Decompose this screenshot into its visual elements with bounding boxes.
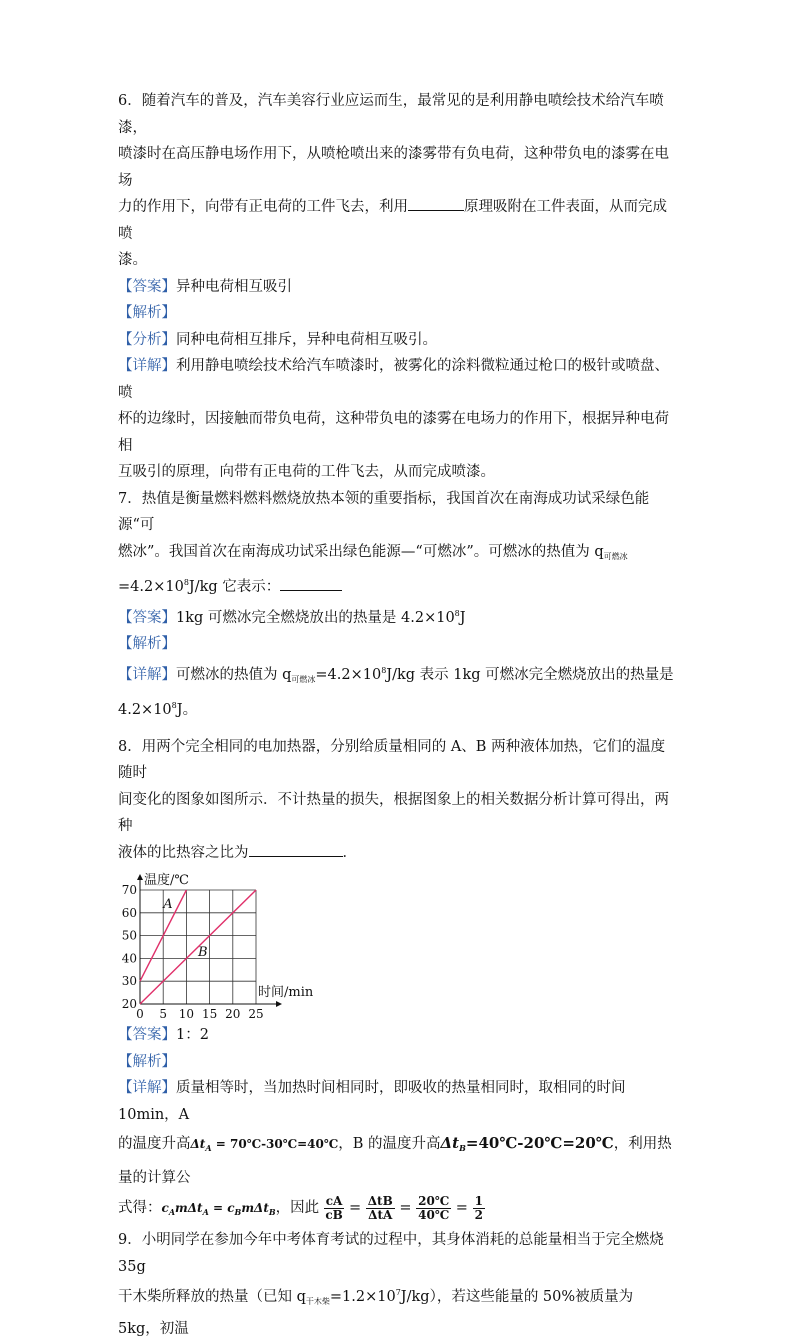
series-label-A: A bbox=[163, 897, 173, 913]
x-tick-label: 15 bbox=[201, 1007, 218, 1020]
q7-stem-line3: $=4.2\times 10^8J/kg$ 它表示： bbox=[118, 570, 678, 601]
q8-answer: 【答案】1：2 bbox=[118, 1027, 209, 1043]
q8-stem-line1: 8．用两个完全相同的电加热器，分别给质量相同的 A、B 两种液体加热，它们的温度随时 bbox=[118, 738, 666, 781]
q6-detail-line1: 【详解】利用静电喷绘技术给汽车喷漆时，被雾化的涂料微粒通过枪口的极针或喷盘、喷 bbox=[118, 358, 669, 401]
chart-svg bbox=[118, 872, 318, 1020]
answer-blank bbox=[408, 194, 464, 211]
y-axis-arrow bbox=[137, 874, 143, 880]
x-tick-label: 10 bbox=[178, 1007, 195, 1020]
q7-analysis-tag: 【解析】 bbox=[118, 636, 176, 652]
y-tick-label: 20 bbox=[121, 997, 137, 1011]
y-tick-label: 50 bbox=[121, 928, 137, 943]
q8-detail-line3: 式得：$c_Am\Delta t_A = c_Bm\Delta t_B$，因此 $\frac{cA}{cB}$ = $\frac{\text{ΔtB}}{\text{ΔtA}}$ = $\frac{20℃}{40℃}$ = $\frac{1}{2}$ bbox=[118, 1193, 483, 1222]
x-tick-label: 20 bbox=[225, 1007, 241, 1020]
answer-blank bbox=[249, 840, 343, 857]
y-tick-label: 40 bbox=[121, 951, 137, 966]
formula-heat-equation: $c_Am\Delta t_A = c_Bm\Delta t_B$ bbox=[161, 1201, 276, 1217]
q6-detail-line3: 互吸引的原理，向带有正电荷的工件飞去，从而完成喷漆。 bbox=[118, 464, 495, 480]
q8-analysis-tag: 【解析】 bbox=[118, 1053, 176, 1070]
q6-stem-line2: 喷漆时在高压静电场作用下，从喷枪喷出来的漆雾带有负电荷，这种带负电的漆雾在电场 bbox=[118, 146, 669, 189]
q6-stem-line3: 力的作用下，向带有正电荷的工件飞去，利用 原理吸附在工件表面，从而完成喷 bbox=[118, 194, 678, 247]
y-tick-label: 70 bbox=[121, 883, 137, 897]
series-label-B: B bbox=[198, 945, 208, 961]
q6-detail-line2: 杯的边缘时，因接触而带负电荷，这种带负电的漆雾在电场力的作用下，根据异种电荷相 bbox=[118, 411, 669, 454]
q7-stem-line1: 7．热值是衡量燃料燃料燃烧放热本领的重要指标，我国首次在南海成功试采绿色能源“可 bbox=[118, 490, 650, 533]
q7-detail-line1: 【详解】可燃冰的热值为 $q_{可燃冰}=4.2\times 10^8J/kg$ 表示 1kg 可燃冰完全燃烧放出的热量是 bbox=[118, 665, 674, 684]
ratio-fraction-result: $\frac{1}{2}$ bbox=[474, 1193, 483, 1222]
q8-detail-line1: 【详解】质量相等时，当加热时间相同时，即吸收的热量相同时，取相同的时间 10min，A bbox=[118, 1080, 626, 1123]
q6-answer: 【答案】异种电荷相互吸引 bbox=[118, 278, 292, 295]
ratio-fraction-values: $\frac{20℃}{40℃}$ bbox=[418, 1193, 450, 1222]
x-tick-label: 5 bbox=[159, 1007, 168, 1020]
q8-stem-line3: 液体的比热容之比为 ． bbox=[118, 840, 678, 867]
y-tick-label: 30 bbox=[121, 974, 137, 989]
formula-delta-ta: $\Delta t_A$ = 70℃-30℃=40℃ bbox=[190, 1137, 339, 1153]
q8-detail-line2: 的温度升高$\Delta t_A$ = 70℃-30℃=40℃，B 的温度升高$\Delta t_B=40℃-20℃=20℃$，利用热量的计算公 bbox=[118, 1134, 672, 1186]
answer-blank bbox=[280, 574, 342, 591]
q6-analysis-tag: 【解析】 bbox=[118, 305, 176, 321]
answer-tag: 【答案】 bbox=[118, 278, 176, 295]
x-axis-arrow bbox=[276, 1001, 282, 1007]
q7-stem-line2: 燃冰”。我国首次在南海成功试采出绿色能源—“可燃冰”。可燃冰的热值为 $q_{可燃冰}$ bbox=[118, 543, 628, 561]
x-tick-label: 0 bbox=[136, 1007, 144, 1020]
temperature-time-chart bbox=[118, 872, 318, 1020]
q7-detail-line2: $4.2\times 10^8J$。 bbox=[118, 701, 198, 718]
ratio-fraction-dt: $\frac{\text{ΔtB}}{\text{ΔtA}}$ bbox=[367, 1193, 393, 1222]
q9-stem-line2: 干木柴所释放的热量（已知 $q_{干木柴}=1.2\times 10^7J/kg$），若这些能量的 50%被质量为 5kg，初温 bbox=[118, 1288, 634, 1337]
y-tick-label: 60 bbox=[121, 905, 137, 920]
x-axis-label: 时间/min bbox=[258, 985, 314, 1000]
q9-stem-line1: 9．小明同学在参加今年中考体育考试的过程中，其身体消耗的总能量相当于完全燃烧 35g bbox=[118, 1232, 664, 1275]
q6-stem-line4: 漆。 bbox=[118, 252, 147, 268]
q6-fenxi: 【分析】同种电荷相互排斥，异种电荷相互吸引。 bbox=[118, 331, 437, 348]
x-tick-label: 25 bbox=[248, 1007, 264, 1020]
q6-stem-line1: 6．随着汽车的普及，汽车美容行业应运而生，最常见的是利用静电喷绘技术给汽车喷漆， bbox=[118, 93, 664, 136]
formula-delta-tb: $\Delta t_B=40℃-20℃=20℃$ bbox=[440, 1134, 614, 1153]
ratio-fraction-c: $\frac{cA}{cB}$ bbox=[325, 1193, 343, 1222]
q7-answer: 【答案】1kg 可燃冰完全燃烧放出的热量是 $4.2\times 10^8J$ bbox=[118, 608, 466, 626]
y-axis-label: 温度/℃ bbox=[144, 873, 189, 888]
document-page bbox=[118, 88, 678, 1342]
q8-stem-line2: 间变化的图象如图所示．不计热量的损失，根据图象上的相关数据分析计算可得出，两种 bbox=[118, 791, 669, 834]
